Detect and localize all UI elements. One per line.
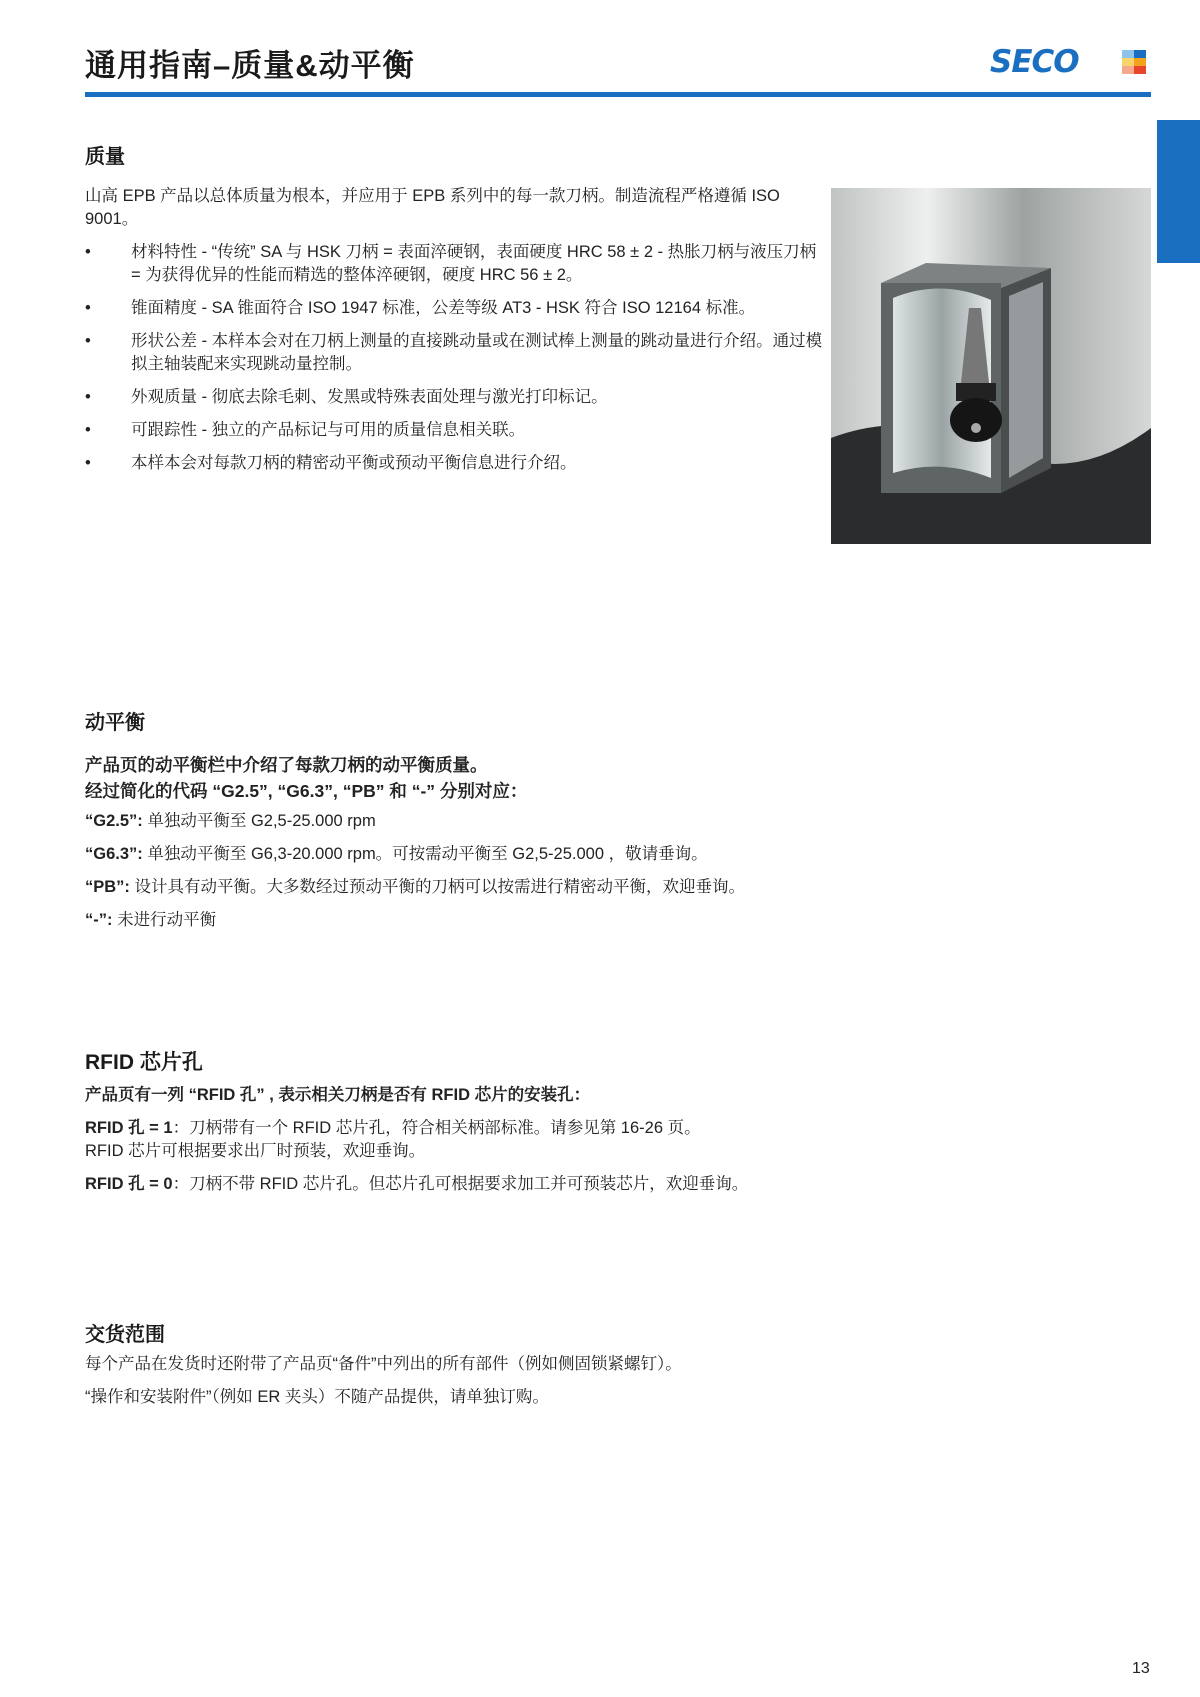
logo-text: SECO	[990, 44, 1079, 80]
balance-item-g25: “G2.5”: 单独动平衡至 G2,5-25.000 rpm	[85, 812, 376, 830]
list-item: • 外观质量 - 彻底去除毛刺、发黑或特殊表面处理与激光打印标记。	[85, 386, 825, 409]
page-title: 通用指南–质量&动平衡	[85, 48, 415, 83]
section-heading-balance: 动平衡	[85, 712, 145, 734]
rfid-item-1-note: RFID 芯片可根据要求出厂时预装，欢迎垂询。	[85, 1142, 426, 1160]
seco-logo	[990, 46, 1150, 78]
balance-item-g63: “G6.3”: 单独动平衡至 G6,3-20.000 rpm。可按需动平衡至 G2,5-25.000 ，敬请垂询。	[85, 845, 708, 863]
section-heading-quality: 质量	[85, 146, 125, 168]
list-item: • 形状公差 - 本样本会对在刀柄上测量的直接跳动量或在测试棒上测量的跳动量进行介绍。通过模拟主轴装配来实现跳动量控制。	[85, 330, 825, 376]
list-item: • 可跟踪性 - 独立的产品标记与可用的质量信息相关联。	[85, 419, 825, 442]
balance-lead-2: 经过简化的代码 “G2.5”, “G6.3”, “PB” 和 “-” 分别对应：	[85, 781, 528, 801]
header-rule	[85, 92, 1151, 97]
delivery-line-1: 每个产品在发货时还附带了产品页“备件”中列出的所有部件（例如侧固锁紧螺钉）。	[85, 1355, 682, 1373]
balance-item-pb: “PB”: 设计具有动平衡。大多数经过预动平衡的刀柄可以按需进行精密动平衡，欢迎垂询。	[85, 878, 746, 896]
balance-lead-1: 产品页的动平衡栏中介绍了每款刀柄的动平衡质量。	[85, 755, 488, 775]
logo-squares-icon	[1122, 50, 1146, 74]
section-tab-marker	[1157, 120, 1200, 263]
list-item: • 本样本会对每款刀柄的精密动平衡或预动平衡信息进行介绍。	[85, 452, 825, 475]
section-heading-delivery: 交货范围	[85, 1324, 165, 1346]
list-item: • 锥面精度 - SA 锥面符合 ISO 1947 标准，公差等级 AT3 - HSK 符合 ISO 12164 标准。	[85, 297, 825, 320]
list-item: • 材料特性 - “传统” SA 与 HSK 刀柄 = 表面淬硬钢，表面硬度 HRC 58 ± 2 - 热胀刀柄与液压刀柄 = 为获得优异的性能而精选的整体淬硬钢，硬度 HRC 56 ± 2。	[85, 241, 825, 287]
quality-bullet-list	[85, 241, 825, 475]
page-number: 13	[1132, 1660, 1150, 1677]
balance-item-none: “-”: 未进行动平衡	[85, 911, 217, 929]
section-heading-rfid: RFID 芯片孔	[85, 1051, 203, 1074]
product-photo	[831, 188, 1151, 544]
delivery-line-2: “操作和安装附件”（例如 ER 夹头）不随产品提供，请单独订购。	[85, 1388, 549, 1406]
rfid-item-0: RFID 孔 = 0：刀柄不带 RFID 芯片孔。但芯片孔可根据要求加工并可预装芯片，欢迎垂询。	[85, 1175, 749, 1193]
rfid-item-1: RFID 孔 = 1：刀柄带有一个 RFID 芯片孔，符合相关柄部标准。请参见第 16-26 页。	[85, 1119, 701, 1137]
quality-intro: 山高 EPB 产品以总体质量为根本，并应用于 EPB 系列中的每一款刀柄。制造流程严格遵循 ISO 9001。	[85, 187, 780, 228]
rfid-lead: 产品页有一列 “RFID 孔” , 表示相关刀柄是否有 RFID 芯片的安装孔：	[85, 1086, 591, 1104]
